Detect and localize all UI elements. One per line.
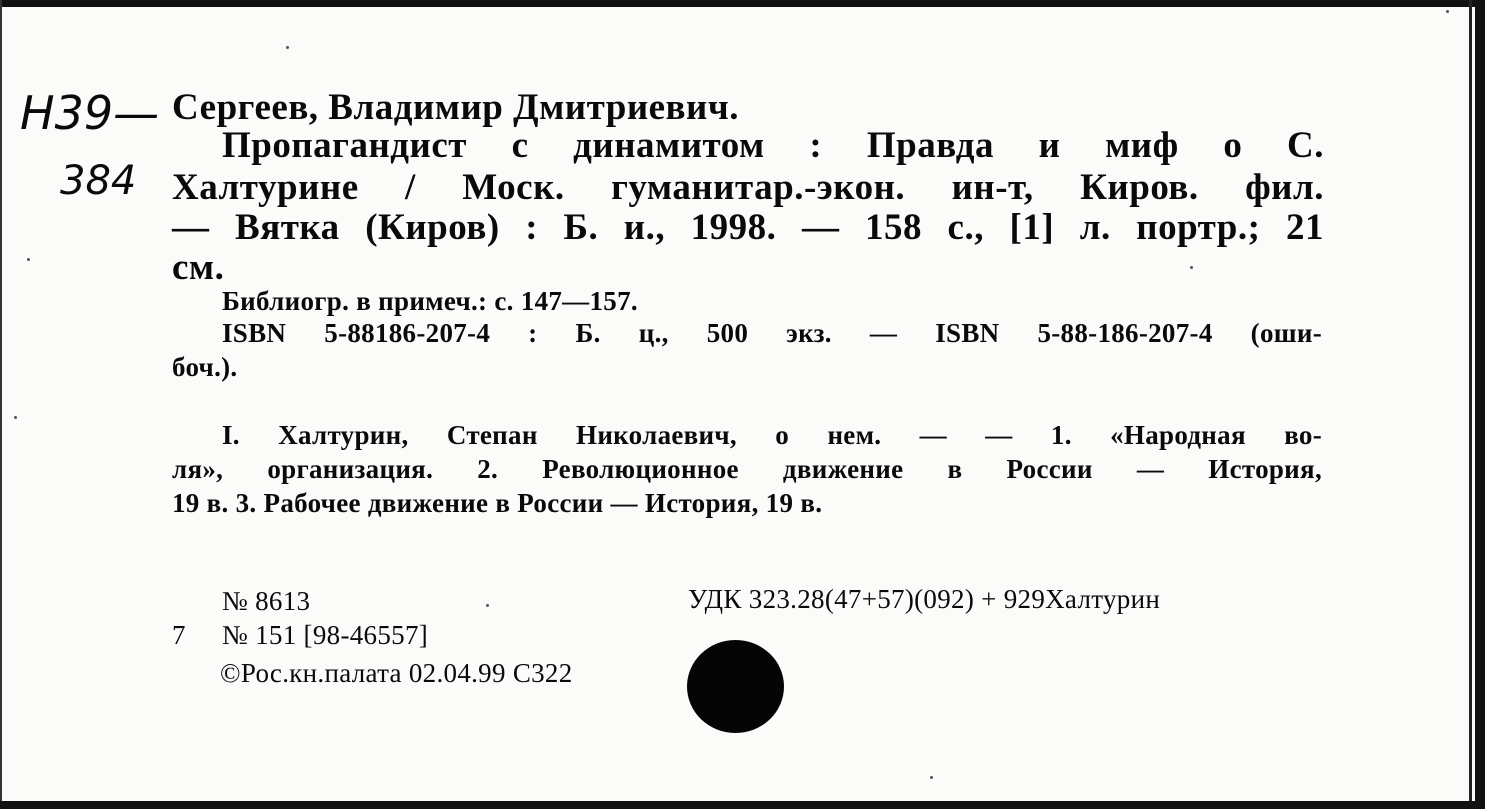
handwritten-code-top: Н39—: [20, 86, 160, 140]
handwritten-code-bottom: 384: [60, 158, 137, 204]
card-border-top: [0, 0, 1485, 7]
title-line-2: Халтурине / Моск. гуманитар.-экон. ин-т, Киров. фил.: [172, 167, 1324, 208]
author-heading: Сергеев, Владимир Дмитриевич.: [172, 87, 739, 128]
card-border-right: [1475, 0, 1485, 809]
scan-speck: [486, 604, 489, 607]
book-chamber-stamp: ©Рос.кн.палата 02.04.99 С322: [220, 658, 573, 688]
title-line-1: Пропагандист с динамитом : Правда и миф о С.: [222, 125, 1324, 166]
bibliography-note: Библиогр. в примеч.: с. 147—157.: [222, 286, 638, 316]
scan-speck: [930, 776, 933, 779]
subjects-line-3: 19 в. 3. Рабочее движение в России — История, 19 в.: [172, 488, 823, 518]
udc-classification: УДК 323.28(47+57)(092) + 929Халтурин: [688, 584, 1161, 614]
subjects-line-1: I. Халтурин, Степан Николаевич, о нем. — — 1. «Народная во-: [222, 420, 1322, 450]
isbn-line-1: ISBN 5-88186-207-4 : Б. ц., 500 экз. — ISBN 5-88-186-207-4 (оши-: [222, 318, 1322, 348]
scan-speck: [1190, 266, 1193, 269]
record-number: № 8613: [222, 586, 311, 616]
registration-number: № 151 [98-46557]: [222, 620, 429, 650]
subjects-line-2: ля», организация. 2. Революционное движение в России — История,: [172, 454, 1322, 484]
card-border-left: [0, 0, 2, 809]
isbn-line-2: боч.).: [172, 352, 238, 382]
punch-hole: [687, 640, 784, 733]
imprint-line: — Вятка (Киров) : Б. и., 1998. — 158 с., [1] л. портр.; 21: [172, 207, 1324, 248]
scan-speck: [286, 46, 289, 49]
scan-speck: [14, 416, 17, 419]
card-border-bottom: [0, 801, 1485, 809]
prefix-digit: 7: [172, 620, 186, 650]
imprint-line-end: см.: [172, 247, 225, 288]
card-border-right-inner: [1469, 0, 1472, 809]
scan-speck: [1446, 10, 1449, 13]
scan-speck: [27, 258, 30, 261]
